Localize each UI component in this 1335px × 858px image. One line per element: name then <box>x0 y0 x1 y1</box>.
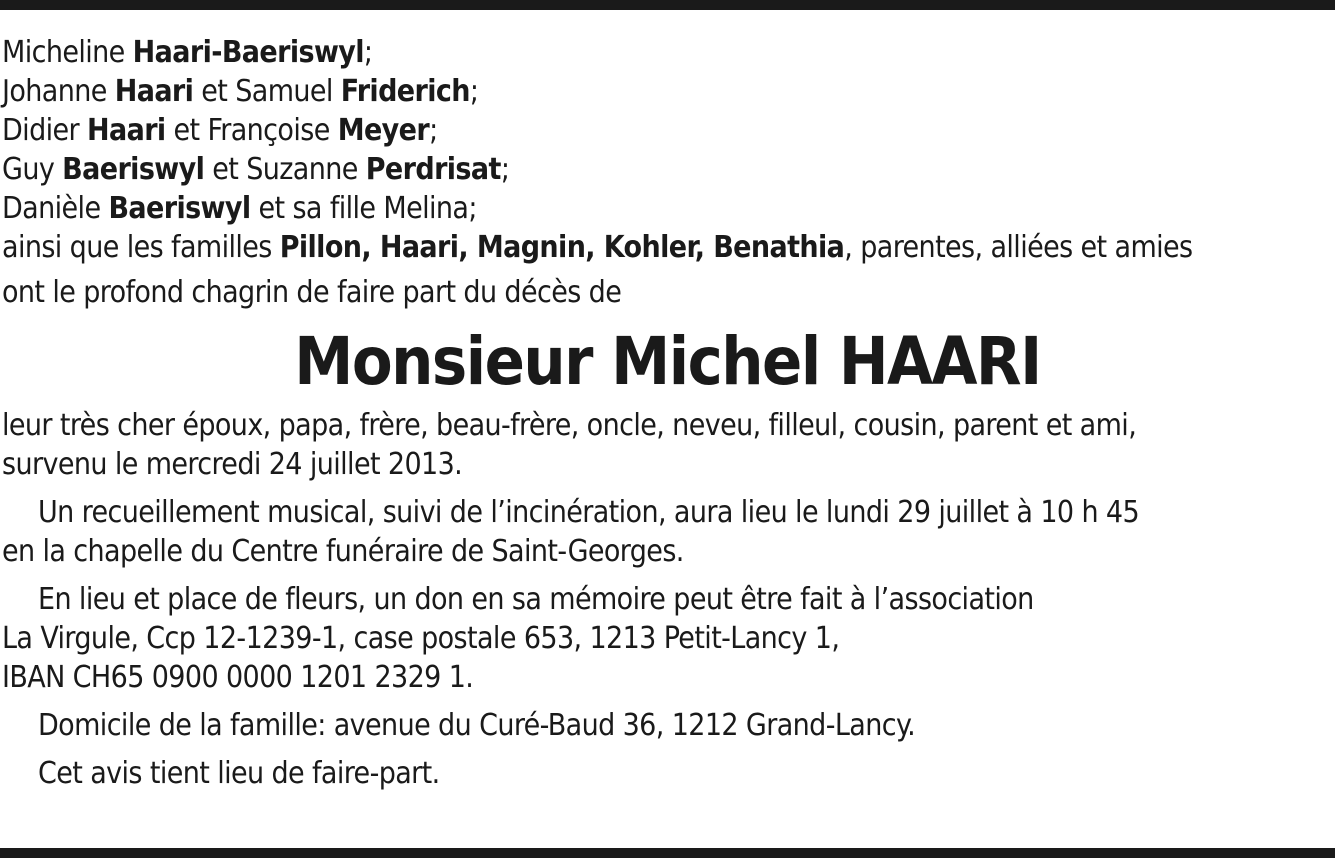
family-text: ; <box>363 35 373 70</box>
relation-line: leur très cher époux, papa, frère, beau-frère, oncle, neveu, filleul, cousin, parent et ami, <box>2 408 1137 443</box>
family-text: Didier <box>2 113 87 148</box>
family-text: Johanne <box>2 74 115 109</box>
ceremony-line: Un recueillement musical, suivi de l’incinération, aura lieu le lundi 29 juillet à 10 h 45 <box>38 495 1140 530</box>
family-surname: Haari-Baeriswyl <box>132 35 364 70</box>
family-list <box>2 33 1333 267</box>
family-surname: Meyer <box>337 113 430 148</box>
family-text: , parentes, alliées et amies <box>844 230 1193 265</box>
family-surname: Haari <box>114 74 194 109</box>
family-text: ; <box>429 113 438 148</box>
death-date-line: survenu le mercredi 24 juillet 2013. <box>2 447 463 482</box>
family-surname: Baeriswyl <box>62 152 205 187</box>
family-text: Micheline <box>2 35 133 70</box>
family-text: et Samuel <box>193 74 341 109</box>
family-line <box>2 228 1333 267</box>
family-line <box>2 33 1333 72</box>
family-line <box>2 150 1333 189</box>
donation-address-line: La Virgule, Ccp 12-1239-1, case postale 653, 1213 Petit-Lancy 1, <box>2 621 840 656</box>
family-line <box>2 189 1333 228</box>
family-text: Danièle <box>2 191 109 226</box>
donation-iban-line: IBAN CH65 0900 0000 1201 2329 1. <box>2 660 474 695</box>
ceremony-location-line: en la chapelle du Centre funéraire de Saint-Georges. <box>2 534 684 569</box>
family-text: et Suzanne <box>204 152 366 187</box>
family-line <box>2 72 1333 111</box>
family-text: ainsi que les familles <box>2 230 280 265</box>
donation-line: En lieu et place de fleurs, un don en sa mémoire peut être fait à l’association <box>38 582 1034 617</box>
family-surname: Perdrisat <box>365 152 501 187</box>
family-text: et sa fille Melina; <box>250 191 477 226</box>
deceased-name: Monsieur Michel HAARI <box>294 323 1041 400</box>
notice-line: Cet avis tient lieu de faire-part. <box>38 756 440 791</box>
family-text: Guy <box>2 152 63 187</box>
announcement-text: ont le profond chagrin de faire part du décès de <box>2 275 622 310</box>
bottom-rule <box>0 848 1335 858</box>
obituary-notice <box>2 33 1333 793</box>
family-text: et Françoise <box>165 113 338 148</box>
family-line <box>2 111 1333 150</box>
family-surname: Haari <box>87 113 166 148</box>
top-rule <box>0 0 1335 10</box>
domicile-line: Domicile de la famille: avenue du Curé-Baud 36, 1212 Grand-Lancy. <box>38 708 916 743</box>
family-surname: Friderich <box>340 74 470 109</box>
family-text: ; <box>500 152 510 187</box>
family-surname: Pillon, Haari, Magnin, Kohler, Benathia <box>279 230 845 265</box>
family-surname: Baeriswyl <box>108 191 251 226</box>
family-text: ; <box>469 74 479 109</box>
